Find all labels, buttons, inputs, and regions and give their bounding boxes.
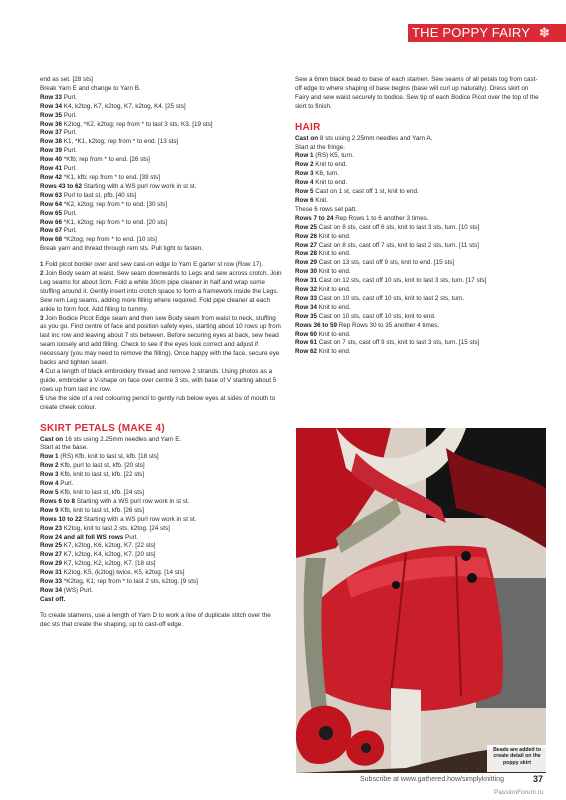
row-label: Rows 36 to 59 bbox=[295, 321, 337, 329]
pattern-line bbox=[295, 161, 543, 170]
row-text: *K1, k2tog; rep from * to end. [20 sts] bbox=[62, 218, 168, 226]
row-text: *K2, k2tog; rep from * to end. [30 sts] bbox=[62, 200, 168, 208]
pattern-line bbox=[40, 227, 282, 236]
row-label: Row 25 bbox=[40, 542, 63, 550]
pattern-line bbox=[295, 242, 543, 251]
pattern-line bbox=[295, 313, 543, 322]
row-label: Row 35 bbox=[40, 111, 63, 119]
pattern-line bbox=[295, 197, 543, 206]
row-label: Cast off. bbox=[40, 595, 66, 603]
instruction-step bbox=[40, 270, 282, 315]
flower-icon: ✽ bbox=[539, 25, 550, 40]
row-label: Row 9 bbox=[40, 506, 59, 514]
row-text: (RS) Kfb, knit to last st, kfb. [18 sts] bbox=[58, 453, 159, 461]
row-text: Purl. bbox=[123, 533, 138, 541]
row-label: Row 34 bbox=[40, 102, 63, 110]
row-text: (RS) K5, turn. bbox=[313, 152, 354, 160]
row-label: Row 31 bbox=[295, 277, 318, 285]
row-text: 8 sts using 2.25mm needles and Yarn A. bbox=[318, 134, 433, 142]
step-number: 3 bbox=[40, 314, 44, 322]
row-text: Starting with a WS purl row work in st st. bbox=[82, 515, 197, 523]
row-text: Cast on 1 st, cast off 1 st, knit to end. bbox=[313, 188, 419, 196]
row-label: Row 5 bbox=[295, 188, 314, 196]
row-text: K6, turn. bbox=[313, 170, 340, 178]
pattern-line bbox=[295, 152, 543, 161]
row-text: Starting with a WS purl row work in st st. bbox=[75, 497, 190, 505]
row-text: Cast on 12 sts, cast off 10 sts, knit to last 3 sts, turn. [17 sts] bbox=[317, 277, 487, 285]
step-text: Cut a length of black embroidery thread and remove 2 strands. Using photos as a guide, embroider a V-shape on face over centre 3 sts, with base of V starting about 5 rows up from last inc row. bbox=[40, 368, 277, 393]
row-label: Row 29 bbox=[40, 560, 63, 568]
pattern-line bbox=[40, 129, 282, 138]
pattern-line bbox=[40, 121, 282, 130]
pattern-line bbox=[40, 76, 282, 85]
row-text: (WS) Purl. bbox=[62, 586, 93, 594]
row-text: Purl to last st, pfb. [40 sts] bbox=[62, 191, 137, 199]
row-text: Knit to end. bbox=[317, 303, 351, 311]
pattern-line bbox=[40, 103, 282, 112]
row-label: Row 33 bbox=[40, 93, 63, 101]
step-number: 5 bbox=[40, 394, 44, 402]
row-label: Row 64 bbox=[40, 200, 63, 208]
row-label: Row 65 bbox=[40, 209, 63, 217]
row-text: Start at the fringe. bbox=[295, 143, 346, 151]
row-label: Row 32 bbox=[295, 286, 318, 294]
row-text: Knit to end. bbox=[317, 330, 351, 338]
pattern-line bbox=[40, 112, 282, 121]
photo-illustration bbox=[296, 428, 546, 773]
row-label: Row 4 bbox=[295, 179, 314, 187]
row-label: Cast on bbox=[40, 435, 64, 443]
page-number: 37 bbox=[533, 774, 544, 784]
pattern-line bbox=[295, 206, 543, 215]
row-text: Purl. bbox=[62, 209, 77, 217]
pattern-line bbox=[295, 268, 543, 277]
pattern-line bbox=[40, 85, 282, 94]
pattern-line bbox=[295, 331, 543, 340]
row-label: Row 36 bbox=[40, 120, 63, 128]
row-label: Row 33 bbox=[295, 294, 318, 302]
row-label: Row 61 bbox=[295, 339, 318, 347]
pattern-line bbox=[40, 436, 282, 445]
pattern-line bbox=[295, 179, 543, 188]
row-text: Rep Rows 1 to 6 another 3 times. bbox=[333, 214, 429, 222]
row-text: Kfb, knit to last st, kfb. [24 sts] bbox=[58, 488, 144, 496]
row-label: Row 34 bbox=[295, 303, 318, 311]
pattern-line bbox=[40, 183, 282, 192]
row-label: Row 2 bbox=[295, 161, 314, 169]
instruction-step bbox=[40, 261, 282, 270]
row-text: Knit. bbox=[313, 196, 328, 204]
row-label: Row 38 bbox=[40, 138, 63, 146]
pattern-line bbox=[40, 516, 282, 525]
row-label: Row 4 bbox=[40, 480, 59, 488]
row-text: K1, *K1, k2tog; rep from * to end. [13 sts] bbox=[62, 138, 179, 146]
page-title: THE POPPY FAIRY bbox=[412, 25, 531, 40]
pattern-line bbox=[40, 453, 282, 462]
row-label: Row 24 and all foll WS rows bbox=[40, 533, 124, 541]
pattern-line bbox=[295, 348, 543, 357]
pattern-line bbox=[40, 542, 282, 551]
pattern-line bbox=[295, 286, 543, 295]
row-text: K7, k2tog, K6, k2tog, K7. [22 sts] bbox=[62, 542, 156, 550]
pattern-line bbox=[295, 144, 543, 153]
row-label: Row 66 bbox=[40, 218, 63, 226]
pattern-line bbox=[40, 569, 282, 578]
row-text: end as set. [28 sts] bbox=[40, 76, 93, 83]
row-label: Row 62 bbox=[295, 348, 318, 356]
row-label: Row 68 bbox=[40, 236, 63, 244]
row-label: Row 35 bbox=[295, 312, 318, 320]
pattern-line bbox=[40, 507, 282, 516]
row-text: K2tog, K5, (k2tog) twice, K5, k2tog. [14 sts] bbox=[62, 569, 185, 577]
right-column bbox=[295, 76, 543, 357]
row-text: Knit to end. bbox=[317, 286, 351, 294]
pattern-line bbox=[295, 304, 543, 313]
pattern-line bbox=[40, 462, 282, 471]
row-label: Rows 43 to 62 bbox=[40, 182, 82, 190]
row-text: K7, k2tog, K2, k2tog, K7. [18 sts] bbox=[62, 560, 156, 568]
pattern-rows-hair bbox=[295, 135, 543, 358]
row-text: Starting with a WS purl row work in st st. bbox=[82, 182, 197, 190]
left-column bbox=[40, 76, 282, 630]
row-label: Row 23 bbox=[40, 524, 63, 532]
pattern-line bbox=[40, 489, 282, 498]
row-text: Purl. bbox=[62, 93, 77, 101]
pattern-line bbox=[295, 277, 543, 286]
watermark: PassionForum.ru bbox=[494, 789, 544, 796]
pattern-line bbox=[295, 170, 543, 179]
step-text: Fold picot border over and sew cast-on edge to Yarn E garter st row (Row 17). bbox=[43, 261, 264, 269]
photo-caption: Beads are added to create detail on the poppy skirt bbox=[493, 747, 541, 766]
row-text: K2tog, *K2, k2tog; rep from * to last 3 sts, K3. [19 sts] bbox=[62, 120, 213, 128]
pattern-line bbox=[40, 219, 282, 228]
row-text: Purl. bbox=[58, 480, 74, 488]
row-text: *K2tog; rep from * to end. [10 sts] bbox=[62, 236, 157, 244]
pattern-line bbox=[40, 210, 282, 219]
row-text: K7, k2tog, K4, k2tog, K7. [20 sts] bbox=[62, 551, 156, 559]
pattern-line bbox=[40, 534, 282, 543]
row-text: K4, k2tog, K7, k2tog, K7, k2tog, K4. [25 sts] bbox=[62, 102, 186, 110]
pattern-line bbox=[40, 174, 282, 183]
row-text: Cast on 8 sts, cast off 6 sts, knit to last 3 sts, turn. [10 sts] bbox=[317, 223, 480, 231]
row-text: *K2tog, K1; rep from * to last 2 sts, k2tog. [9 sts] bbox=[62, 578, 198, 586]
pattern-line bbox=[295, 295, 543, 304]
row-text: Kfb, knit to last st, kfb. [22 sts] bbox=[58, 471, 144, 479]
row-label: Rows 10 to 22 bbox=[40, 515, 82, 523]
pattern-line bbox=[40, 138, 282, 147]
pattern-line bbox=[40, 165, 282, 174]
row-text: Purl. bbox=[62, 111, 77, 119]
row-label: Row 30 bbox=[295, 268, 318, 276]
pattern-line bbox=[40, 578, 282, 587]
row-label: Row 1 bbox=[295, 152, 314, 160]
instruction-step bbox=[40, 368, 282, 395]
step-text: Join Body seam at waist. Sew seam downwards to Legs and sew across crotch. Join Leg seams for about 3cm. Fold a white 30cm pipe cleaner in half and wrap some stuffing around it. Gently insert into crotch space to form a framework inside the Legs. Sew rem Leg seams, adding more filling where required. Fold pipe cleaner at each ankle to form foot. Add filling to tummy. bbox=[40, 270, 282, 313]
pattern-line bbox=[40, 156, 282, 165]
row-text: Break Yarn E and change to Yarn B. bbox=[40, 84, 141, 92]
row-text: Purl. bbox=[62, 165, 77, 173]
row-label: Rows 7 to 24 bbox=[295, 214, 334, 222]
row-label: Row 37 bbox=[40, 129, 63, 137]
row-label: Row 42 bbox=[40, 173, 63, 181]
row-text: Knit to end. bbox=[313, 161, 348, 169]
row-text: Cast on 13 sts, cast off 9 sts, knit to end. [15 sts] bbox=[317, 259, 455, 267]
row-label: Row 2 bbox=[40, 462, 59, 470]
row-label: Row 41 bbox=[40, 165, 63, 173]
row-text: Purl. bbox=[62, 227, 77, 235]
row-label: Row 40 bbox=[40, 156, 63, 164]
pattern-line bbox=[40, 444, 282, 453]
row-label: Row 1 bbox=[40, 453, 59, 461]
row-text: Rep Rows 30 to 35 another 4 times. bbox=[337, 321, 440, 329]
row-text: Purl. bbox=[62, 147, 77, 155]
instruction-step bbox=[40, 395, 282, 413]
instruction-step bbox=[40, 315, 282, 368]
row-text: Cast on 8 sts, cast off 7 sts, knit to last 2 sts, turn. [11 sts] bbox=[317, 241, 479, 249]
step-text: Use the side of a red colouring pencil to gently rub below eyes at sides of mouth to create cheek colour. bbox=[40, 394, 276, 411]
row-text: Knit to end. bbox=[317, 250, 351, 258]
pattern-line bbox=[40, 498, 282, 507]
row-text: Cast on 10 sts, cast off 10 sts, knit to end. bbox=[317, 312, 436, 320]
pattern-line bbox=[295, 259, 543, 268]
row-label: Row 33 bbox=[40, 578, 63, 586]
pattern-line bbox=[40, 596, 282, 605]
row-text: Knit to end. bbox=[317, 232, 351, 240]
row-text: Purl. bbox=[62, 129, 77, 137]
row-text: K2tog, knit to last 2 sts, k2tog. [24 sts] bbox=[62, 524, 170, 532]
row-text: *K1, kfb; rep from * to end. [39 sts] bbox=[62, 173, 161, 181]
row-text: Kfb, purl to last st, kfb. [20 sts] bbox=[58, 462, 145, 470]
row-label: Row 3 bbox=[295, 170, 314, 178]
pattern-rows-body bbox=[40, 76, 282, 254]
row-label: Row 29 bbox=[295, 259, 318, 267]
step-number: 2 bbox=[40, 270, 44, 278]
step-number: 4 bbox=[40, 368, 44, 375]
pattern-line bbox=[295, 322, 543, 331]
pattern-line bbox=[40, 192, 282, 201]
row-label: Row 34 bbox=[40, 586, 63, 594]
row-text: Knit to end. bbox=[317, 268, 351, 276]
pattern-line bbox=[40, 245, 282, 254]
pattern-line bbox=[40, 480, 282, 489]
row-label: Row 31 bbox=[40, 569, 63, 577]
row-label: Row 27 bbox=[295, 241, 318, 249]
row-label: Row 27 bbox=[40, 551, 63, 559]
row-text: Kfb, knit to last st, kfb. [26 sts] bbox=[58, 506, 144, 514]
pattern-line bbox=[295, 224, 543, 233]
pattern-line bbox=[40, 471, 282, 480]
pattern-line bbox=[40, 236, 282, 245]
pattern-line bbox=[295, 188, 543, 197]
row-text: These 6 rows set patt. bbox=[295, 205, 357, 213]
row-text: Knit to end. bbox=[313, 179, 348, 187]
poppy-fairy-photo bbox=[296, 428, 546, 773]
pattern-line bbox=[295, 250, 543, 259]
row-label: Row 28 bbox=[295, 250, 318, 258]
making-up-instructions bbox=[40, 261, 282, 412]
row-label: Row 60 bbox=[295, 330, 318, 338]
row-label: Row 63 bbox=[40, 191, 63, 199]
step-number: 1 bbox=[40, 261, 44, 269]
sewing-paragraph: Sew a 6mm black bead to base of each stamen. Sew seams of all petals tog from cast-off edge to where shaping of base begins (base will curl up naturally). Dress skirt on Fairy and sew waist securely to bodice. Sew tip of each Bodice Picot over the top of the skirt to finish. bbox=[295, 76, 539, 110]
section-heading-skirt-petals: SKIRT PETALS (MAKE 4) bbox=[40, 422, 166, 434]
subscribe-link[interactable]: Subscribe at www.gathered.how/simplyknitting bbox=[360, 776, 504, 783]
row-text: 16 sts using 2.25mm needles and Yarn E. bbox=[63, 435, 182, 443]
pattern-rows-skirt bbox=[40, 436, 282, 605]
row-text: Cast on 7 sts, cast off 9 sts, knit to last 3 sts, turn. [15 sts] bbox=[317, 339, 480, 347]
row-label: Row 3 bbox=[40, 471, 59, 479]
row-label: Row 39 bbox=[40, 147, 63, 155]
step-text: Join Bodice Picot Edge seam and then sew Body seam from waist to neck, stuffing as you go. Find centre of face and position safety eyes, starting about 10 rows up from last inc row and leaving about 7 sts between. Before securing eyes at back, sew head seam loosely and add filling. Check to see if the eyes look correct and adjust if necessary (you may need to remove the filling). Once happy with the face, secure eye backs and tighten seam. bbox=[40, 314, 281, 367]
pattern-line bbox=[40, 525, 282, 534]
pattern-line bbox=[40, 551, 282, 560]
row-label: Row 67 bbox=[40, 227, 63, 235]
row-label: Row 25 bbox=[295, 223, 318, 231]
row-text: Knit to end. bbox=[317, 348, 351, 356]
pattern-line bbox=[40, 560, 282, 569]
stamens-paragraph: To create stamens, use a length of Yarn D to work a line of duplicate stitch over the dec sts that create the shaping, up to cast-off edge. bbox=[40, 611, 271, 628]
row-label: Row 6 bbox=[295, 196, 314, 204]
row-text: Cast on 10 sts, cast off 10 sts, knit to last 2 sts, turn. bbox=[317, 294, 465, 302]
row-label: Row 5 bbox=[40, 488, 59, 496]
pattern-line bbox=[295, 339, 543, 348]
pattern-line bbox=[295, 215, 543, 224]
row-text: Start at the base. bbox=[40, 444, 88, 452]
pattern-line bbox=[295, 135, 543, 144]
pattern-line bbox=[40, 587, 282, 596]
row-label: Row 26 bbox=[295, 232, 318, 240]
pattern-line bbox=[40, 201, 282, 210]
row-label: Rows 6 to 8 bbox=[40, 497, 75, 505]
row-text: Break yarn and thread through rem sts. Pull tight to fasten. bbox=[40, 245, 204, 253]
row-text: *Kfb; rep from * to end. [26 sts] bbox=[62, 156, 150, 164]
row-label: Cast on bbox=[295, 134, 319, 142]
pattern-line bbox=[295, 233, 543, 242]
pattern-line bbox=[40, 147, 282, 156]
pattern-line bbox=[40, 94, 282, 103]
section-heading-hair: HAIR bbox=[295, 121, 321, 133]
